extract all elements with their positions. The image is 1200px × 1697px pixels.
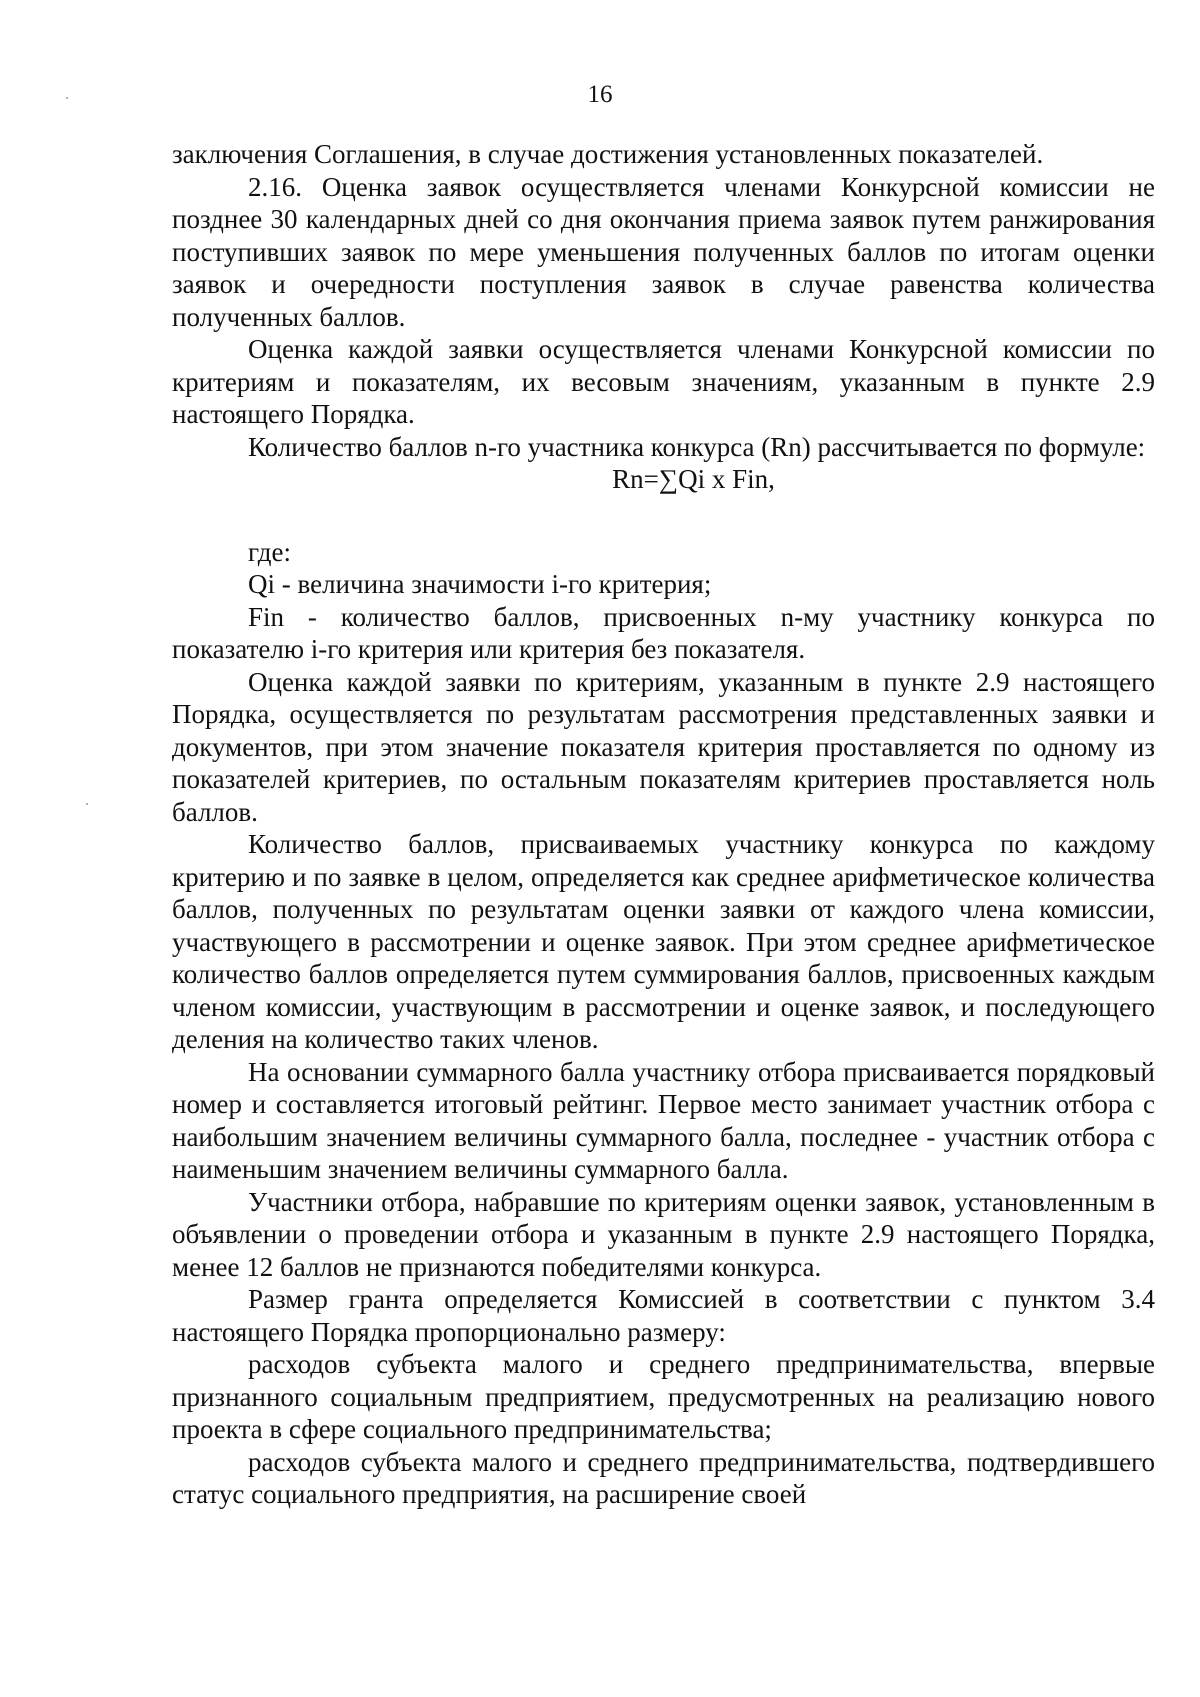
paragraph: На основании суммарного балла участнику отбора присваивается порядковый номер и составляется итоговый рейтинг. Первое место занимает участник отбора с наибольшим значением величины суммарного балла, последнее - участник отбора с наименьшим значением величины суммарного балла. xyxy=(172,1056,1155,1184)
paragraph: расходов субъекта малого и среднего предпринимательства, подтвердившего статус социального предприятия, на расширение своей xyxy=(172,1446,1155,1509)
paragraph: Fin - количество баллов, присвоенных n-му участнику конкурса по показателю i-го критерия или критерия без показателя. xyxy=(172,601,1155,664)
scan-speck xyxy=(86,803,88,805)
paragraph: Оценка каждой заявки осуществляется членами Конкурсной комиссии по критериям и показателям, их весовым значениям, указанным в пункте 2.9 настоящего Порядка. xyxy=(172,334,1155,429)
paragraph: расходов субъекта малого и среднего предпринимательства, впервые признанного социальным предприятием, предусмотренных на реализацию нового проекта в сфере социального предпринимательства; xyxy=(172,1349,1155,1444)
document-body xyxy=(172,138,1155,1511)
paragraph: Qi - величина значимости i-го критерия; xyxy=(248,569,712,599)
paragraph: Участники отбора, набравшие по критериям оценки заявок, установленным в объявлении о проведении отбора и указанным в пункте 2.9 настоящего Порядка, менее 12 баллов не признаются победителями конкурса. xyxy=(172,1186,1155,1282)
page-number: 16 xyxy=(587,81,613,108)
paragraph: Количество баллов n-го участника конкурса (Rn) рассчитывается по формуле: xyxy=(248,431,1146,462)
paragraph: где: xyxy=(248,536,291,567)
paragraph: заключения Соглашения, в случае достижения установленных показателей. xyxy=(172,139,1044,169)
paragraph: Размер гранта определяется Комиссией в соответствии с пунктом 3.4 настоящего Порядка пропорционально размеру: xyxy=(172,1284,1155,1347)
paragraph: Количество баллов, присваиваемых участнику конкурса по каждому критерию и по заявке в целом, определяется как среднее арифметическое количества баллов, полученных по результатам оценки заявки от каждого члена комиссии, участвующего в рассмотрении и оценке заявок. При этом среднее арифметическое количество баллов определяется путем суммирования баллов, присвоенных каждым членом комиссии, участвующим в рассмотрении и оценке заявок, и последующего деления на количество таких членов. xyxy=(172,829,1155,1054)
paragraph: Оценка каждой заявки по критериям, указанным в пункте 2.9 настоящего Порядка, осуществляется по результатам рассмотрения представленных заявки и документов, при этом значение показателя критерия проставляется по одному из показателей критериев, по остальным показателям критериев проставляется ноль баллов. xyxy=(172,666,1155,827)
formula: Rn=∑Qi x Fin, xyxy=(612,464,775,494)
scan-speck xyxy=(66,97,68,99)
paragraph: 2.16. Оценка заявок осуществляется членами Конкурсной комиссии не позднее 30 календарных дней со дня окончания приема заявок путем ранжирования поступивших заявок по мере уменьшения полученных баллов по итогам оценки заявок и очередности поступления заявок в случае равенства количества полученных баллов. xyxy=(172,171,1155,332)
